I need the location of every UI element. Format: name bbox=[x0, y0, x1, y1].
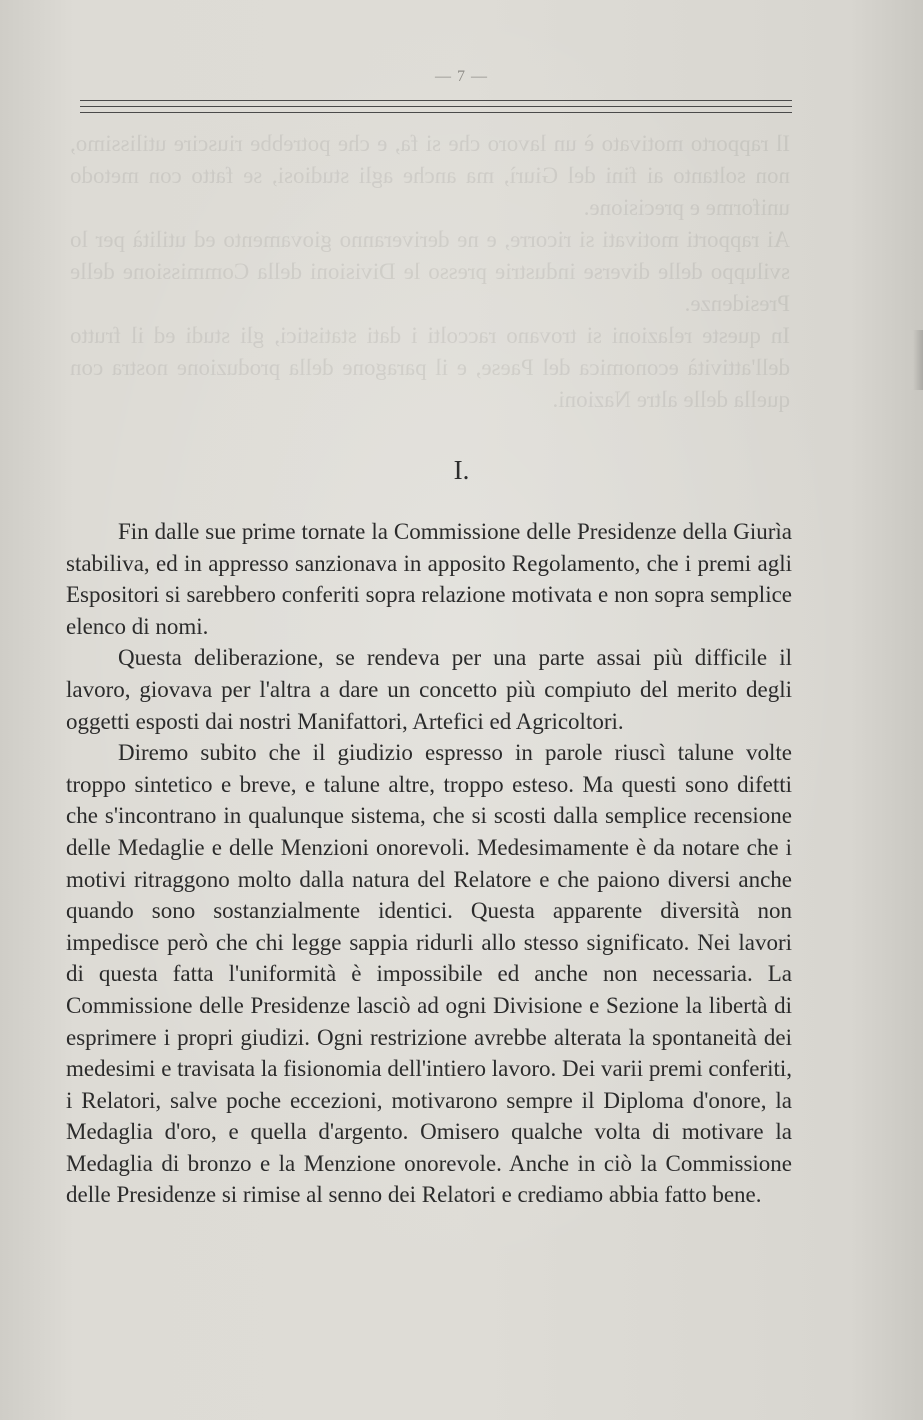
header-rule bbox=[80, 112, 792, 113]
header-rule bbox=[80, 100, 792, 101]
show-through-paragraph: Ai rapporti motivati si ricorre, e ne deriveranno giovamento ed utilità per lo sviluppo delle diverse industrie presso le Divisioni della Commissione delle Presidenze. bbox=[70, 227, 790, 316]
show-through-paragraph: Il rapporto motivato è un lavoro che si fa, e che potrebbe riuscire utilissimo, non soltanto ai fini del Giurì, ma anche agli studiosi, se fatto con metodo uniforme e precisione. bbox=[70, 131, 790, 220]
section-heading: I. bbox=[453, 455, 470, 485]
header-rule bbox=[80, 106, 792, 107]
page-edge-shadow bbox=[913, 330, 923, 390]
paragraph: Fin dalle sue prime tornate la Commissione delle Presidenze della Giurìa stabiliva, ed in appresso sanzionava in apposito Regolamento, che i premi agli Espositori si sarebbero conferiti sopra relazione motivata e non sopra semplice elenco di nomi. bbox=[66, 519, 792, 639]
show-through-paragraph: In queste relazioni si trovano raccolti i dati statistici, gli studi ed il frutto dell'attività economica del Paese, e il paragone della produzione nostra con quella delle altre Nazioni. bbox=[70, 323, 790, 412]
body-text bbox=[66, 516, 792, 1211]
paragraph: Diremo subito che il giudizio espresso in parole riuscì talune volte troppo sintetico e breve, e talune altre, troppo esteso. Ma questi sono difetti che s'incontrano in qualunque sistema, che si scosti dalla semplice recensione delle Medaglie e delle Menzioni onorevoli. Medesimamente è da notare che i motivi ritraggono molto dalla natura del Relatore e che paiono diversi anche quando sono sostanzialmente identici. Questa apparente diversità non impedisce però che chi legge sappia ridurli allo stesso significato. Nei lavori di questa fatta l'uniformità è impossibile ed anche non necessaria. La Commissione delle Presidenze lasciò ad ogni Divisione e Sezione la libertà di esprimere i propri giudizi. Ogni restrizione avrebbe alterata la spontaneità dei medesimi e travisata la fisionomia dell'intiero lavoro. Dei varii premi conferiti, i Relatori, salve poche eccezioni, motivarono sempre il Diploma d'onore, la Medaglia d'oro, e quella d'argento. Omisero qualche volta di motivare la Medaglia di bronzo e la Menzione onorevole. Anche in ciò la Commissione delle Presidenze si rimise al senno dei Relatori e crediamo abbia fatto bene. bbox=[66, 740, 792, 1208]
show-through-text bbox=[70, 128, 790, 416]
page-number: — 7 — bbox=[435, 68, 488, 85]
paragraph: Questa deliberazione, se rendeva per una parte assai più difficile il lavoro, giovava per l'altra a dare un concetto più compiuto del merito degli oggetti esposti dai nostri Manifattori, Artefici ed Agricoltori. bbox=[66, 645, 792, 734]
